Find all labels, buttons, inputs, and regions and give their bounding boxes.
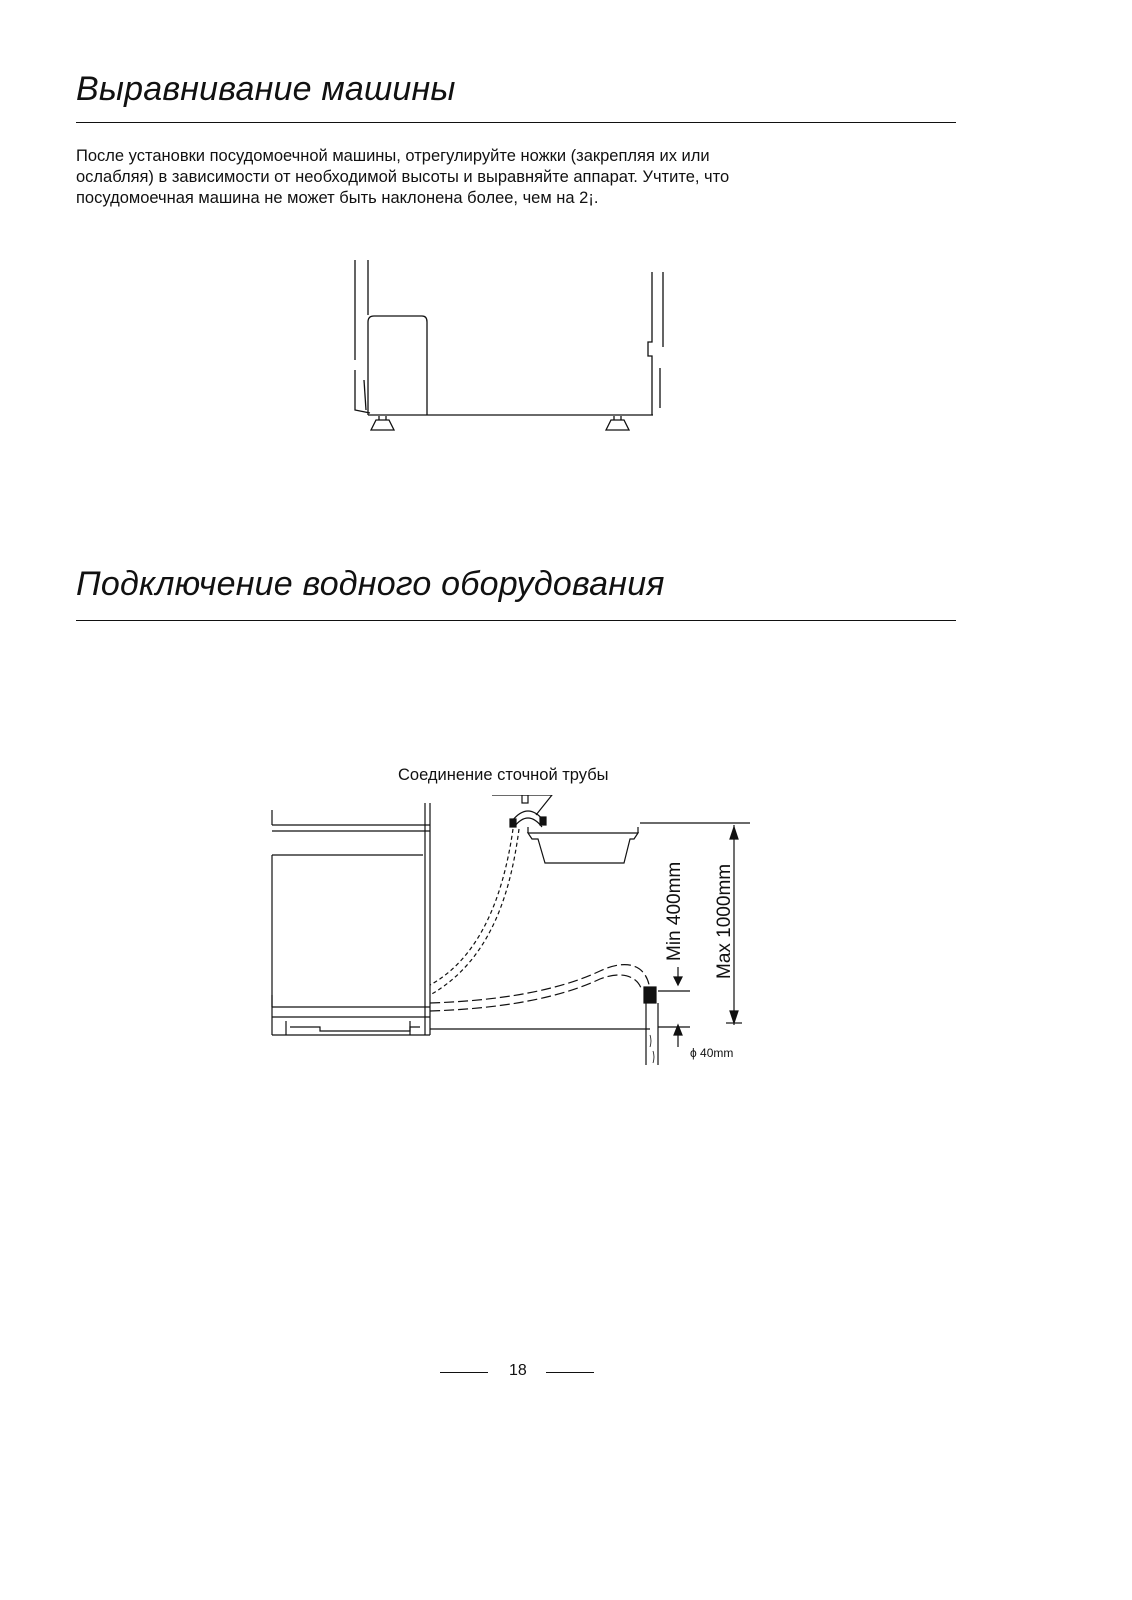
diagram-caption: Соединение сточной трубы (398, 766, 609, 784)
paragraph-line: посудомоечная машина не может быть наклонена более, чем на 2¡. (76, 189, 599, 207)
drain-connection-diagram (260, 795, 770, 1085)
paragraph-line: ослабляя) в зависимости от необходимой высоты и выравняйте аппарат. Учтите, что (76, 168, 730, 186)
leveling-instructions (76, 146, 729, 209)
page-number-line-right (546, 1372, 594, 1373)
pipe-diameter-label: ϕ 40mm (690, 1046, 734, 1060)
page-number-line-left (440, 1372, 488, 1373)
section-title-water-connection: Подключение водного оборудования (76, 565, 665, 603)
paragraph-line: После установки посудомоечной машины, отрегулируйте ножки (закрепляя их или (76, 147, 710, 165)
section-divider (76, 122, 956, 123)
section-divider (76, 620, 956, 621)
page-number: 18 (509, 1362, 527, 1379)
section-title-leveling: Выравнивание машины (76, 70, 456, 108)
min-height-label: Min 400mm (664, 861, 685, 961)
max-height-label: Max 1000mm (714, 863, 735, 979)
leveling-diagram (340, 250, 690, 450)
